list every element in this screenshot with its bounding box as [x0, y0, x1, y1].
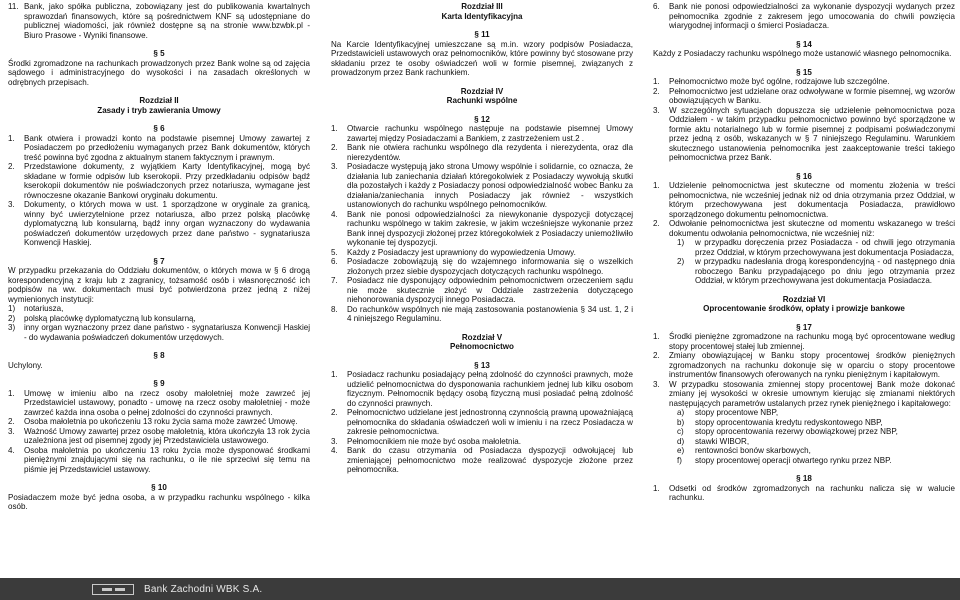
paragraph-number: § 18 — [796, 474, 812, 483]
list-block — [331, 162, 633, 210]
list-block — [8, 323, 310, 342]
list-item-text: Pełnomocnictwo udzielane jest jednostronną czynnością prawną upoważniającą pełnomocnika do składania oświadczeń woli w imieniu i na rzecz Posiadacza w zakresie pełnomocnictwa. — [347, 408, 633, 436]
list-item-number: 2. — [331, 408, 338, 417]
list-block — [8, 427, 310, 446]
list-item-number: 2) — [677, 257, 685, 266]
list-item-number: 3. — [653, 105, 660, 115]
paragraph-text: Na Karcie Identyfikacyjnej umieszczane są m.in. wzory podpisów Posiadacza, Przedstawicieli ustawowych oraz pełnomocników, które powinny być stosowane przy składaniu przez te osoby oświadczeń woli w formie pisemnej, związanych z prowadzonym przez Bank rachunkiem. — [331, 39, 633, 77]
list-item-number: 1. — [331, 370, 338, 379]
list-item — [653, 87, 955, 106]
list-item-text: W przypadku stosowania zmiennej stopy procentowej Bank może dokonać zmiany jej wysokości w okresie umownym kierując się zmianami niektórych następujących parametrów ustalanych przez rynek pieniężnego i kapitałowego: — [669, 379, 955, 408]
paragraph-number: § 8 — [153, 351, 165, 360]
list-block — [331, 257, 633, 276]
list-item-number: 1. — [653, 332, 660, 341]
spacer — [331, 352, 633, 361]
text-column-middle — [331, 2, 633, 576]
list-item-number: 1. — [653, 181, 660, 190]
list-item — [8, 417, 310, 427]
section-heading: Rozdział IV — [460, 86, 504, 96]
spacer — [8, 40, 310, 49]
paragraph-number: § 16 — [796, 171, 812, 181]
section-heading: Karta Identyfikacyjna — [441, 11, 523, 21]
list-item — [653, 77, 955, 87]
list-item — [331, 143, 633, 162]
section-heading: Oprocentowanie środków, opłaty i prowizje bankowe — [703, 304, 905, 313]
list-item-number: 3. — [331, 436, 338, 446]
spacer — [8, 87, 310, 96]
paragraph-number: § 17 — [796, 322, 812, 332]
list-item-number: 1. — [8, 388, 15, 398]
spacer — [8, 342, 310, 351]
list-item-text: Każdy z Posiadaczy jest uprawniony do wypowiedzenia Umowy. — [347, 247, 576, 257]
list-item — [8, 162, 310, 200]
section-heading: Zasady i tryb zawierania Umowy — [97, 105, 221, 115]
list-item-text: Bank nie otwiera rachunku wspólnego dla rezydenta i nierezydenta, oraz dla nierezydentów. — [347, 143, 633, 162]
list-block — [653, 257, 955, 286]
spacer — [653, 163, 955, 172]
spacer — [653, 314, 955, 323]
list-block — [331, 248, 633, 258]
list-block — [8, 134, 310, 163]
list-block — [8, 2, 310, 40]
list-item-text: Dokumenty, o których mowa w ust. 1 sporządzone w oryginale za granicą, winny być uwierzytelnione przez notariusza, albo przez polską placówkę dyplomatyczną lub konsularną, bądź inny organ wyznaczony do wydawania poświadczeń dokumentów urzędowych przez dane państwo - sygnatariusza Konwencji Haskiej. — [24, 200, 310, 247]
list-block — [653, 238, 955, 257]
list-item-text: Posiadacze występują jako strona Umowy wspólnie i solidarnie, co oznacza, że działania lub zaniechania działań któregokolwiek z Posiadaczy wywołują skutki dla pozostałych i każdy z Posiadaczy ponosi odpowiedzialność wobec Banku za działania/zaniechania innych Posiadaczy jak również - wszystkich ustanowionych do rachunku wspólnego pełnomocników. — [347, 162, 633, 209]
sub-list-item — [677, 257, 955, 286]
list-item-text: Bank do czasu otrzymania od Posiadacza dyspozycji odwołującej lub zmieniającej pełnomocnictwo może realizować dyspozycje złożone przez pełnomocnika. — [347, 446, 633, 474]
list-block — [331, 143, 633, 162]
list-item-number: 2. — [653, 351, 660, 360]
list-block — [8, 162, 310, 200]
list-block — [331, 124, 633, 143]
list-item-number: 11. — [8, 2, 19, 11]
list-item-number: 4. — [8, 445, 15, 455]
list-block — [653, 408, 955, 418]
list-item-text: Posiadacze zobowiązują się do wzajemnego informowania się o wszelkich złożonych przez siebie dyspozycjach dotyczących rachunku wspólnego. — [347, 257, 633, 276]
list-item — [653, 2, 955, 31]
list-block — [653, 427, 955, 437]
paragraph-number: § 6 — [153, 124, 165, 133]
list-item-text: Bank otwiera i prowadzi konto na podstawie pisemnej Umowy zawartej z Posiadaczem po przedłożeniu wymaganych przez Bank dokumentów, których treść powinna być zgodna z aktualnym stanem faktycznym i prawnym. — [24, 133, 310, 162]
list-item-number: 5. — [331, 247, 338, 257]
list-block — [653, 380, 955, 409]
paragraph-number: § 10 — [151, 483, 167, 492]
sub-list-item — [677, 437, 955, 447]
list-item-number: e) — [677, 446, 685, 455]
list-item — [331, 305, 633, 324]
list-block — [331, 446, 633, 475]
list-item-number: 1) — [8, 304, 16, 313]
list-item-number: 4. — [331, 209, 338, 219]
sub-list-item — [677, 427, 955, 437]
list-item — [331, 257, 633, 276]
list-block — [653, 418, 955, 428]
section-heading: Rachunki wspólne — [446, 96, 518, 105]
list-item-number: 8. — [331, 304, 338, 314]
list-item — [8, 134, 310, 163]
list-block — [653, 77, 955, 87]
list-block — [653, 446, 955, 456]
wbk-logo-icon — [92, 584, 134, 595]
list-item-text: Środki pieniężne zgromadzone na rachunku mogą być oprocentowane według stopy procentowej stałej lub zmiennej. — [669, 332, 955, 351]
section-heading: Pełnomocnictwo — [450, 342, 514, 351]
spacer — [331, 106, 633, 115]
list-item-text: w przypadku nadesłania drogą korespondencyjną - od następnego dnia roboczego Banku przypadającego po dniu jego otrzymania przez Oddział, w którym przechowywana jest dokumentacja Posiadacza. — [695, 257, 955, 285]
list-item-text: Umowę w imieniu albo na rzecz osoby małoletniej może zawrzeć jej Przedstawiciel ustawowy, ponadto - umowę na rzecz osoby małoletniej - może zawrzeć każda inna osoba o pełnej zdolności do czynności prawnych. — [24, 388, 310, 417]
list-block — [331, 408, 633, 437]
list-item-number: d) — [677, 436, 685, 446]
list-item — [653, 332, 955, 351]
list-item-number: 1. — [331, 124, 338, 133]
list-item — [8, 314, 310, 324]
list-item-number: 3) — [8, 323, 16, 332]
list-item-number: 2. — [8, 162, 15, 171]
list-block — [331, 276, 633, 305]
list-item-number: 1. — [653, 483, 660, 493]
paragraph-number: § 12 — [474, 114, 490, 124]
list-item-number: 2. — [653, 219, 660, 228]
list-item-number: 3. — [8, 200, 15, 209]
list-item-text: stopy procentowe NBP, — [695, 408, 779, 417]
spacer — [653, 465, 955, 474]
list-item — [653, 351, 955, 380]
list-item-number: f) — [677, 455, 682, 465]
spacer — [653, 286, 955, 295]
list-item — [8, 200, 310, 248]
paragraph-number: § 11 — [474, 30, 490, 39]
list-block — [8, 446, 310, 475]
sub-list-item — [677, 238, 955, 257]
list-block — [653, 456, 955, 466]
list-item-text: Posiadacz nie dysponujący odpowiednim pełnomocnictwem orzeczeniem sądu nie może skutecznie złożyć w Oddziale zastrzeżenia dotyczącego niehonorowania dyspozycji innego Posiadacza. — [347, 276, 633, 304]
list-item — [331, 124, 633, 143]
list-item-number: 1. — [653, 77, 660, 86]
spacer — [8, 248, 310, 257]
list-block — [331, 305, 633, 324]
list-item — [331, 437, 633, 447]
paragraph-number: § 9 — [153, 379, 165, 388]
spacer — [331, 21, 633, 30]
list-item-text: stopy oprocentowania rezerwy obowiązkowej przez NBP, — [695, 427, 898, 436]
list-item-text: Pełnomocnictwo może być ogólne, rodzajowe lub szczególne. — [669, 77, 890, 86]
list-item-text: Pełnomocnikiem nie może być osoba małoletnia. — [347, 436, 521, 446]
list-item — [331, 276, 633, 305]
list-item — [331, 248, 633, 258]
list-item-text: stawki WIBOR, — [695, 436, 750, 446]
list-item — [8, 2, 310, 40]
list-item-number: a) — [677, 408, 685, 417]
paragraph-number: § 5 — [153, 49, 165, 58]
list-block — [653, 2, 955, 31]
list-item-number: 2) — [8, 313, 16, 323]
list-item-text: Zmiany obowiązującej w Banku stopy procentowej środków pieniężnych zgromadzonych na rachunku dokonuje się w oparciu o stopy procentowe instrumentów finansowych oferowanych na rynku pieniężnym i kapitałowym. — [669, 351, 955, 379]
list-item-text: Bank, jako spółka publiczna, zobowiązany jest do publikowania kwartalnych sprawozdań finansowych, które są pośrednictwem KNF są udostępniane do publicznej wiadomości, jak również dostępne są na stronie www.bzwbk.pl - Biuro Prasowe - Wyniki finansowe. — [24, 2, 310, 40]
list-item-text: Bank nie ponosi odpowiedzialności za wykonanie dyspozycji wydanych przez pełnomocnika zgodnie z zakresem jego umocowania do chwili powzięcia wiarygodnej informacji o śmierci Posiadacza. — [669, 2, 955, 30]
list-block — [653, 437, 955, 447]
paragraph-number: § 13 — [474, 360, 490, 370]
list-item-number: 2. — [8, 417, 15, 426]
list-item-text: notariusza, — [24, 304, 64, 313]
paragraph-number: § 14 — [796, 39, 812, 49]
list-item — [331, 408, 633, 437]
list-item-text: Do rachunków wspólnych nie mają zastosowania postanowienia § 34 ust. 1, 2 i 4 niniejszego Regulaminu. — [347, 304, 633, 323]
paragraph-text: Uchylony. — [8, 360, 43, 370]
spacer — [8, 474, 310, 483]
text-column-left — [8, 2, 310, 576]
list-item-text: inny organ wyznaczony przez dane państwo - sygnatariusza Konwencji Haskiej - do wydawania poświadczeń dokumentów urzędowych. — [24, 323, 310, 342]
paragraph-number: § 7 — [153, 256, 165, 266]
list-item — [653, 181, 955, 219]
list-item — [8, 304, 310, 314]
paragraph-text: Posiadaczem może być jedna osoba, a w przypadku rachunku wspólnego - kilka osób. — [8, 492, 310, 511]
list-block — [653, 332, 955, 351]
list-item-text: rentowności bonów skarbowych, — [695, 446, 811, 455]
sub-list-item — [677, 408, 955, 418]
list-item — [331, 370, 633, 408]
list-item — [653, 380, 955, 409]
paragraph-number: § 15 — [796, 67, 812, 77]
page-footer — [0, 578, 960, 600]
list-item-text: stopy procentowej operacji otwartego rynku przez NBP. — [695, 455, 892, 465]
section-heading: Rozdział II — [139, 96, 179, 105]
list-item-text: Bank nie ponosi odpowiedzialności za niewykonanie dyspozycji dotyczącej rachunku wspólnego w takim zakresie, w jakim wcześniejsze wykonanie przez Bank innej dyspozycji złożonej przez któregokolwiek z Posiadaczy uniemożliwiło wykonanie tej dyspozycji. — [347, 209, 633, 247]
list-item-text: Osoba małoletnia po ukończeniu 13 roku życia sama może zawrzeć Umowę. — [24, 417, 298, 426]
list-block — [653, 106, 955, 163]
list-item-text: Pełnomocnictwo jest udzielane oraz odwoływane w formie pisemnej, wg wzorów obowiązujących w Banku. — [669, 86, 955, 105]
list-item-number: 1. — [8, 133, 15, 143]
spacer — [653, 31, 955, 40]
list-block — [331, 370, 633, 408]
list-item-number: c) — [677, 427, 684, 436]
list-item-number: 2. — [331, 143, 338, 152]
list-item — [8, 323, 310, 342]
list-item-text: Udzielenie pełnomocnictwa jest skuteczne od momentu złożenia w treści pełnomocnictwa, nie wcześniej jednak niż od dnia otrzymania przez Oddział, w którym przechowywana jest dokumentacja Posiadacza, prawidłowo sporządzonego dokumentu pełnomocnictwa. — [669, 181, 955, 219]
list-item-number: 4. — [331, 446, 338, 455]
list-item-number: 3. — [331, 162, 338, 171]
list-block — [8, 314, 310, 324]
paragraph-text: W przypadku przekazania do Oddziału dokumentów, o których mowa w § 6 drogą korespondencyjną z kraju lub z zagranicy, tożsamość osób i własnoręczność ich podpisów na ww. dokumentach musi być potwierdzona przez jedną z niżej wymienionych instytucji: — [8, 266, 310, 304]
list-block — [331, 210, 633, 248]
list-item-text: Ważność Umowy zawartej przez osobę małoletnią, która ukończyła 13 rok życia uzależniona jest od pisemnej zgody jej Przedstawiciela ustawowego. — [24, 426, 310, 445]
footer-bank-name: Bank Zachodni WBK S.A. — [144, 583, 263, 595]
list-item — [8, 389, 310, 418]
list-item-text: Otwarcie rachunku wspólnego następuje na podstawie pisemnej Umowy zawartej między Posiadaczami a Bankiem, z zastrzeżeniem ust.2 . — [347, 124, 633, 143]
list-item — [8, 446, 310, 475]
list-block — [8, 417, 310, 427]
list-item-number: 6. — [653, 2, 660, 11]
list-block — [653, 219, 955, 238]
spacer — [331, 78, 633, 87]
list-item — [653, 106, 955, 163]
list-item — [8, 427, 310, 446]
list-item-number: 3. — [8, 426, 15, 436]
section-heading: Rozdział III — [461, 2, 503, 11]
list-item-number: b) — [677, 417, 685, 427]
list-item-text: stopy oprocentowania kredytu redyskontowego NBP, — [695, 417, 883, 427]
list-item-text: Osoba małoletnia po ukończeniu 13 roku życia może dysponować środkami pieniężnymi znajdującymi się na rachunku, o ile nie sprzeciwi się temu na piśmie jej Przedstawiciel ustawowy. — [24, 445, 310, 474]
list-block — [8, 304, 310, 314]
list-item-number: 2. — [653, 86, 660, 96]
text-column-right — [653, 2, 955, 576]
list-item-number: 7. — [331, 276, 338, 285]
section-heading: Rozdział V — [461, 332, 503, 342]
list-item-text: Przedstawione dokumenty, z wyjątkiem Karty Identyfikacyjnej, mogą być składane w formie odpisów lub kserokopii. Przy przedkładaniu odpisów bądź kserokopii dokumentów nie poświadczonych przez notariusza, wymagane jest równoczesne okazanie Bankowi oryginału dokumentu. — [24, 162, 310, 200]
list-item-text: W szczególnych sytuacjach dopuszcza się udzielenie pełnomocnictwa poza Oddziałem - w takim przypadku pełnomocnictwo powinno być sporządzone w formie aktu notarialnego lub w formie pisemnej z podpisami poświadczonymi przez jedną z osób, wskazanych w § 7 niniejszego Regulaminu. Warunkiem skutecznego ustanowienia pełnomocnika jest zaakceptowanie treści takiego pełnomocnictwa przez Bank. — [669, 105, 955, 162]
list-item-text: polską placówkę dyplomatyczną lub konsularną, — [24, 313, 196, 323]
spacer — [8, 370, 310, 379]
paragraph-text: Środki zgromadzone na rachunkach prowadzonych przez Bank wolne są od zajęcia sądowego i administracyjnego do wysokości i na zasadach określonych w odrębnych przepisach. — [8, 58, 310, 87]
list-item-text: w przypadku doręczenia przez Posiadacza - od chwili jego otrzymania przez Oddział, w którym przechowywana jest dokumentacja Posiadacza, — [695, 238, 955, 257]
list-item-number: 3. — [653, 379, 660, 389]
list-item — [331, 210, 633, 248]
sub-list-item — [677, 446, 955, 456]
list-block — [653, 181, 955, 219]
list-block — [331, 437, 633, 447]
list-item-number: 1) — [677, 238, 685, 247]
list-item — [653, 484, 955, 503]
list-item-text: Posiadacz rachunku posiadający pełną zdolność do czynności prawnych, może udzielić pełnomocnictwa do dysponowania rachunkiem jednej lub kilku osobom fizycznym. Pełnomocnik będący osobą fizyczną musi posiadać pełną zdolność do czynności prawnych. — [347, 370, 633, 408]
spacer — [331, 324, 633, 333]
sub-list-item — [677, 456, 955, 466]
list-block — [653, 484, 955, 503]
spacer — [8, 115, 310, 124]
list-item — [653, 219, 955, 238]
spacer — [653, 59, 955, 68]
sub-list-item — [677, 418, 955, 428]
list-item-text: Odwołanie pełnomocnictwa jest skuteczne od momentu wskazanego w treści dokumentu odwołania pełnomocnictwa, nie wcześniej niż: — [669, 219, 955, 238]
list-block — [8, 389, 310, 418]
list-item-text: Odsetki od środków zgromadzonych na rachunku nalicza się w walucie rachunku. — [669, 483, 955, 502]
list-item — [331, 446, 633, 475]
list-block — [8, 200, 310, 248]
list-item — [331, 162, 633, 210]
section-heading: Rozdział VI — [782, 294, 826, 304]
list-item-number: 6. — [331, 257, 338, 266]
list-block — [653, 351, 955, 380]
list-block — [653, 87, 955, 106]
paragraph-text: Każdy z Posiadaczy rachunku wspólnego może ustanowić własnego pełnomocnika. — [653, 49, 952, 58]
